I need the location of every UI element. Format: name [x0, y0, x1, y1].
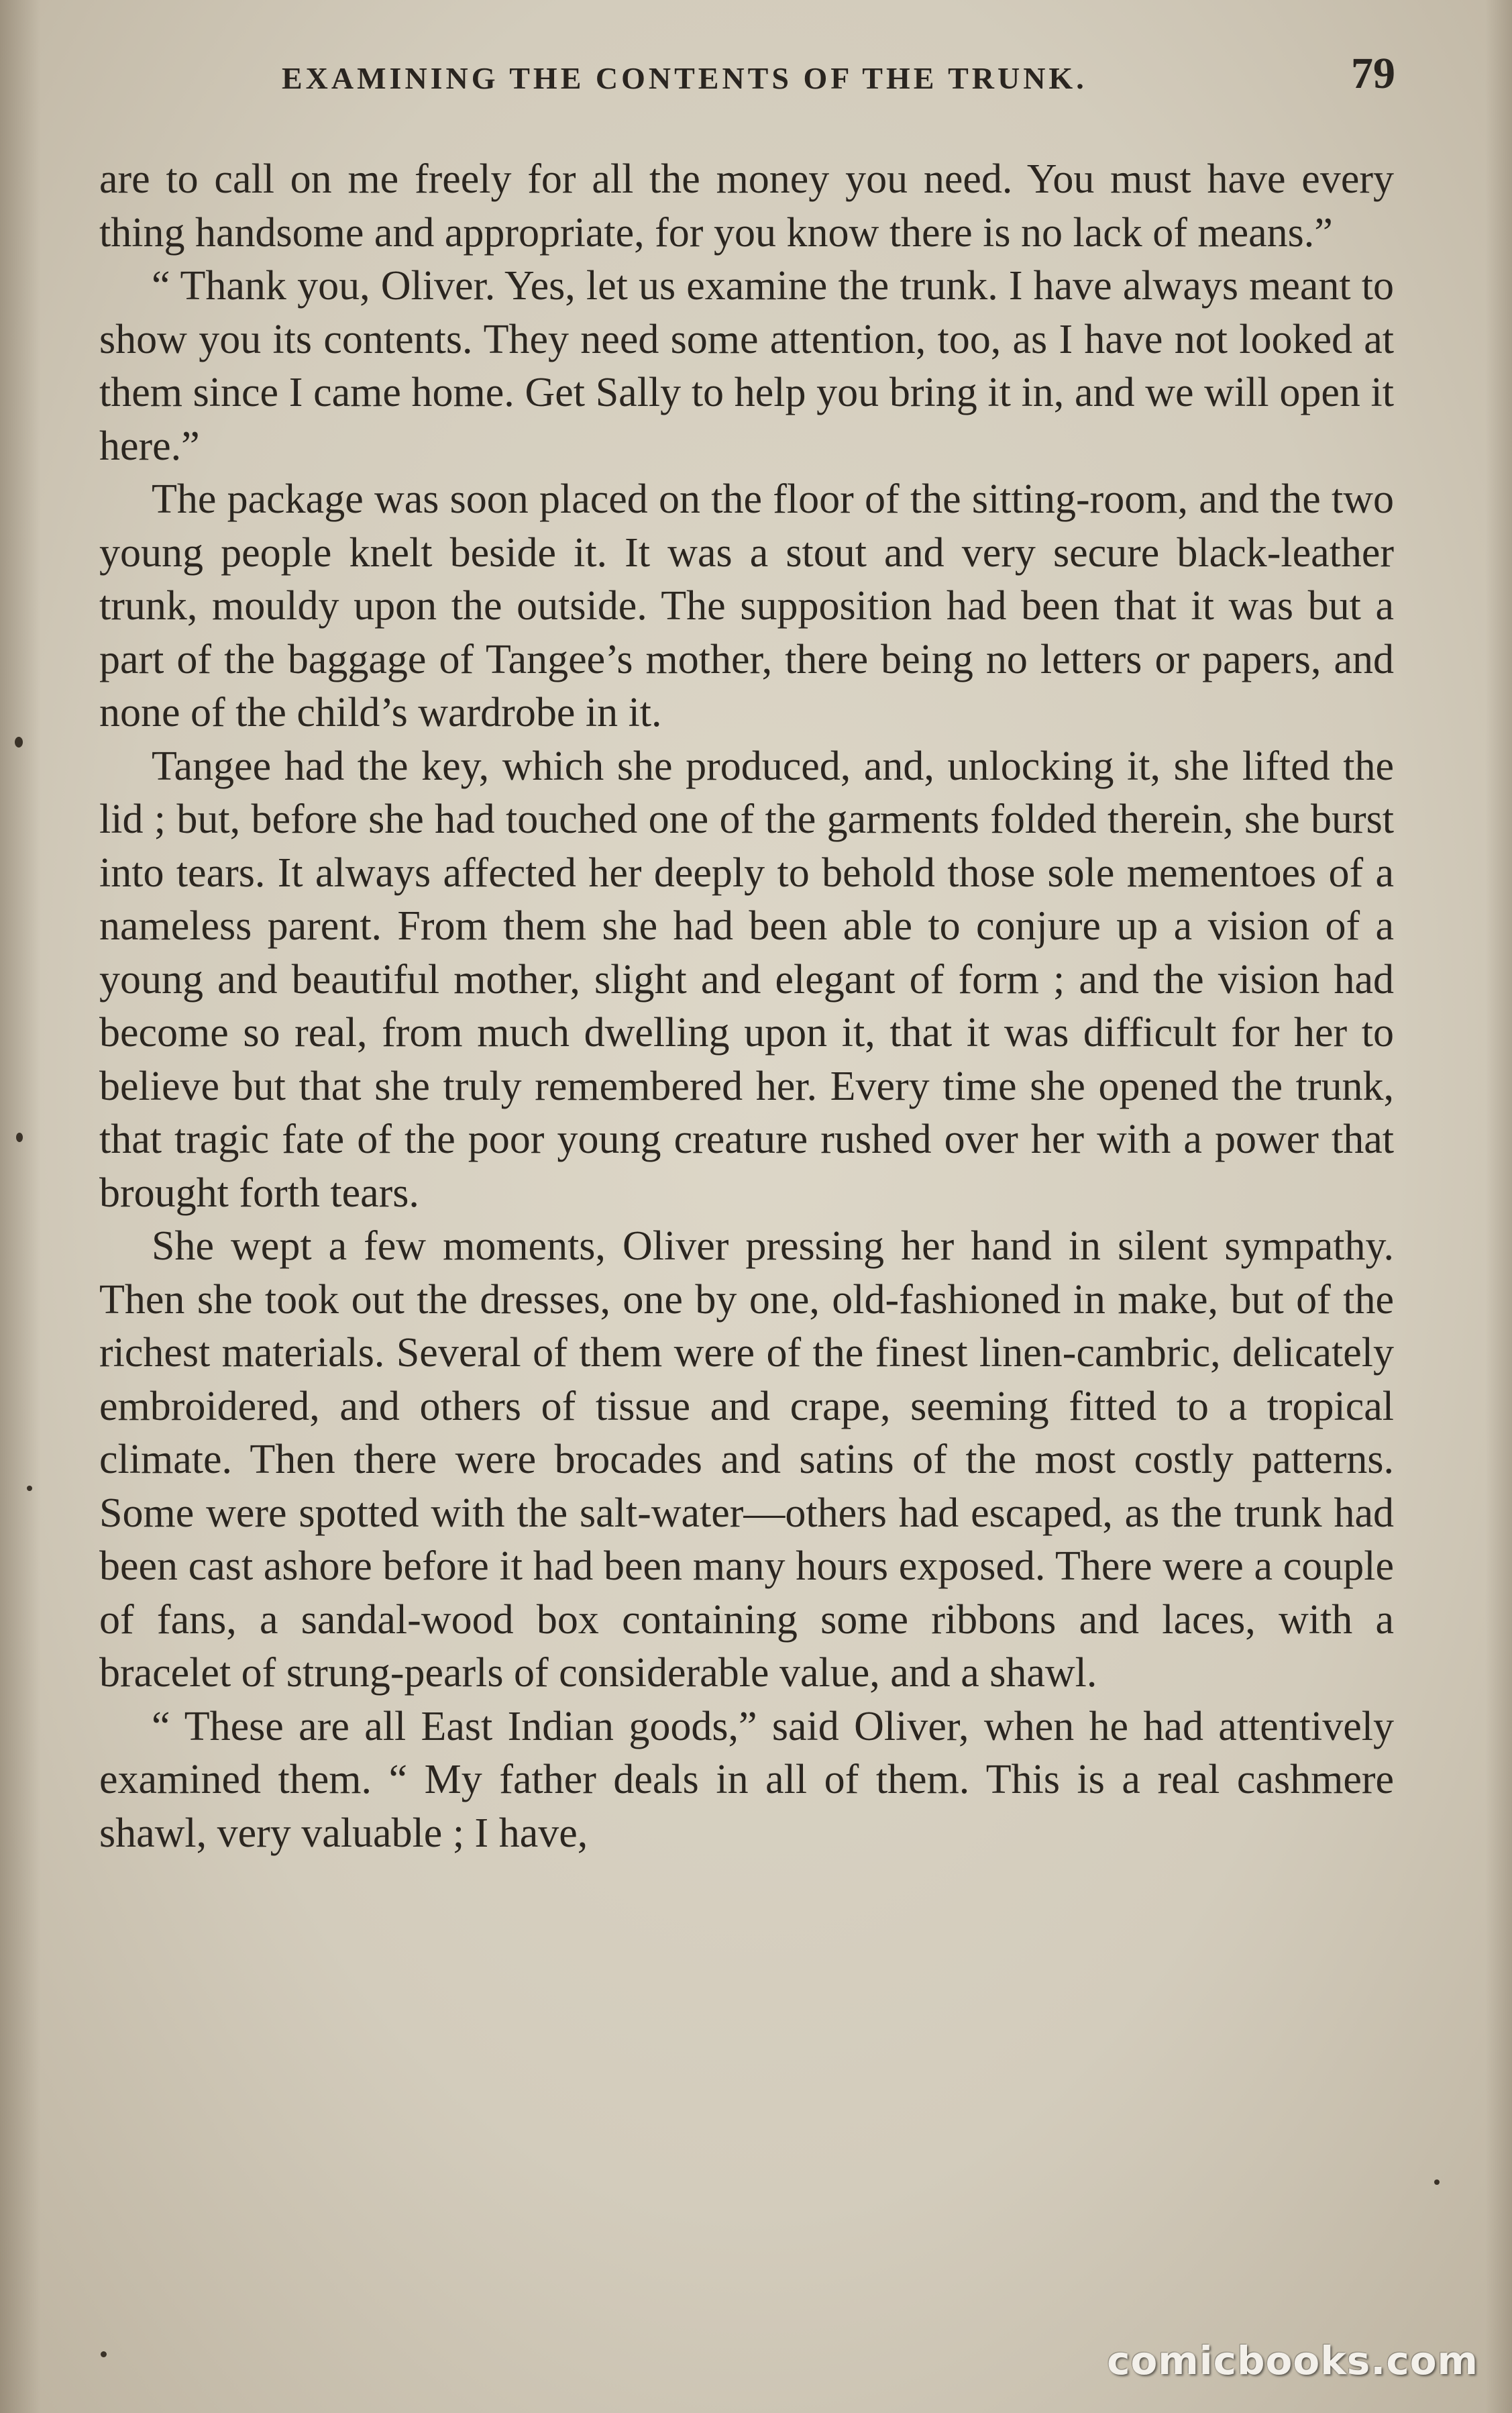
running-head: EXAMINING THE CONTENTS OF THE TRUNK. [282, 61, 1087, 95]
paper-speck [16, 1133, 23, 1142]
paragraph: Tangee had the key, which she produced, and, unlocking it, she lifted the lid ; but, before she had touched one of the garments folded therein, she burst into tears. It always affected her deeply to behold those sole mementoes of a nameless parent. From them she had been able to conjure up a vision of a young and beautiful mother, slight and elegant of form ; and the vision had become so real, from much dwelling upon it, that it was difficult for her to believe but that she truly remembered her. Every time she opened the trunk, that tragic fate of the poor young creature rushed over her with a power that brought forth tears. [99, 743, 1394, 1216]
paper-speck [15, 737, 23, 748]
paragraph: “ These are all East Indian goods,” said Oliver, when he had attentively examined them. “ My father deals in all of them. This is a real cashmere shawl, very valuable ; I have, [99, 1703, 1394, 1856]
page-number: 79 [1351, 49, 1395, 98]
right-page-edge-shadow [1485, 0, 1512, 2413]
watermark-logo: comicbooks.com [1107, 2338, 1478, 2383]
paper-speck [27, 1486, 32, 1491]
paragraph-continued: are to call on me freely for all the money you need. You must have every thing handsome and appropriate, for you know there is no lack of means.” [99, 156, 1394, 256]
page-header [94, 48, 1402, 109]
paper-speck [101, 2351, 107, 2357]
paragraph: She wept a few moments, Oliver pressing her hand in silent sympathy. Then she took out the dresses, one by one, old-fashioned in make, but of the richest materials. Several of them were of the finest linen-cambric, delicately embroidered, and others of tissue and crape, seeming fitted to a tropical climate. Then there were brocades and satins of the most costly patterns. Some were spotted with the salt-water—others had escaped, as the trunk had been cast ashore before it had been many hours exposed. There were a couple of fans, a sandal-wood box containing some ribbons and laces, with a bracelet of strung-pearls of considerable value, and a shawl. [99, 1223, 1394, 1696]
paragraph: “ Thank you, Oliver. Yes, let us examine the trunk. I have always meant to show you its contents. They need some attention, too, as I have not looked at them since I came home. Get Sally to help you bring it in, and we will open it here.” [99, 263, 1394, 469]
left-page-edge-shadow [0, 0, 40, 2413]
paragraph: The package was soon placed on the floor of the sitting-room, and the two young people knelt beside it. It was a stout and very secure black-leather trunk, mouldy upon the outside. The supposition had been that it was but a part of the baggage of Tangee’s mother, there being no letters or papers, and none of the child’s wardrobe in it. [99, 476, 1394, 735]
body-text [99, 153, 1394, 1860]
paper-speck [1434, 2179, 1440, 2185]
